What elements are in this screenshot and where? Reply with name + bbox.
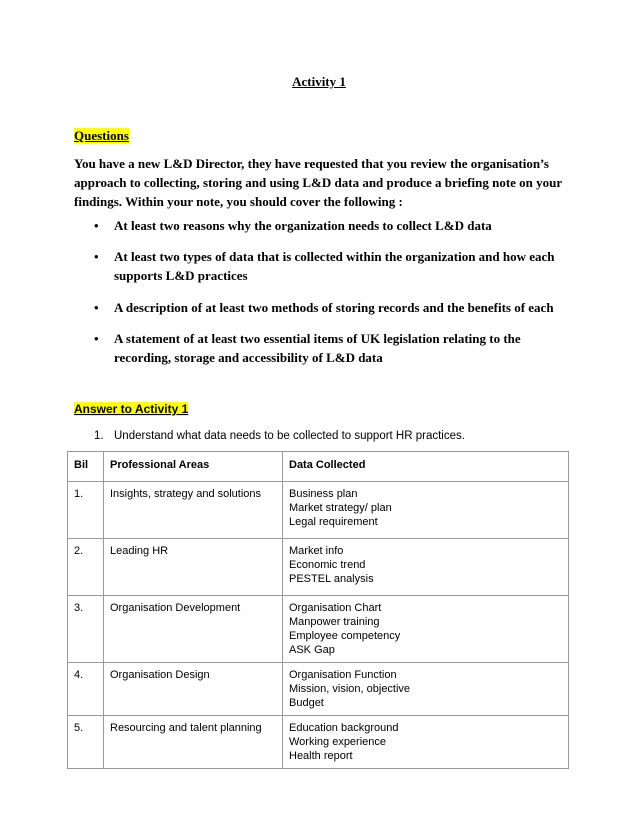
bullet-icon: • bbox=[94, 300, 99, 315]
data-line: Mission, vision, objective bbox=[289, 683, 411, 695]
data-line: Business plan bbox=[289, 488, 358, 500]
cell-area: Organisation Development bbox=[104, 596, 283, 663]
data-line: Working experience bbox=[289, 736, 387, 748]
questions-heading bbox=[74, 128, 129, 144]
data-line: ASK Gap bbox=[289, 644, 335, 656]
bullet-item bbox=[94, 329, 574, 367]
bullet-icon: • bbox=[94, 331, 99, 346]
bullet-item bbox=[94, 247, 574, 285]
header-professional-areas: Professional Areas bbox=[104, 452, 283, 482]
bullet-item bbox=[94, 216, 574, 235]
data-table bbox=[67, 451, 569, 769]
data-line: Manpower training bbox=[289, 616, 380, 628]
table-row bbox=[68, 716, 569, 769]
answer-heading bbox=[74, 402, 188, 416]
cell-data bbox=[283, 716, 569, 769]
answer-heading-text: Answer to Activity 1 bbox=[74, 402, 189, 416]
cell-data bbox=[283, 539, 569, 596]
data-line: Legal requirement bbox=[289, 516, 378, 528]
bullet-icon: • bbox=[94, 218, 99, 233]
table-row bbox=[68, 663, 569, 716]
cell-area: Organisation Design bbox=[104, 663, 283, 716]
bullet-text: A statement of at least two essential items of UK legislation relating to the recording, storage and accessibility of L&D data bbox=[114, 331, 521, 365]
numbered-item bbox=[94, 430, 465, 442]
data-line: Education background bbox=[289, 722, 399, 734]
cell-area: Leading HR bbox=[104, 539, 283, 596]
cell-no: 1. bbox=[68, 482, 104, 539]
header-bil: Bil bbox=[68, 452, 104, 482]
table-row bbox=[68, 539, 569, 596]
cell-data bbox=[283, 596, 569, 663]
cell-no: 3. bbox=[68, 596, 104, 663]
bullet-text: At least two reasons why the organization needs to collect L&D data bbox=[114, 218, 492, 233]
data-line: Employee competency bbox=[289, 630, 401, 642]
bullet-item bbox=[94, 298, 574, 317]
data-line: PESTEL analysis bbox=[289, 573, 374, 585]
table-header-row bbox=[68, 452, 569, 482]
cell-no: 5. bbox=[68, 716, 104, 769]
cell-no: 4. bbox=[68, 663, 104, 716]
table-row bbox=[68, 482, 569, 539]
cell-area: Insights, strategy and solutions bbox=[104, 482, 283, 539]
page-title: Activity 1 bbox=[292, 74, 346, 89]
bullet-text: At least two types of data that is collected within the organization and how each supports L&D practices bbox=[114, 249, 555, 283]
questions-bullet-list bbox=[94, 216, 574, 379]
header-data-collected: Data Collected bbox=[283, 452, 569, 482]
data-line: Economic trend bbox=[289, 559, 366, 571]
numbered-item-number: 1. bbox=[94, 430, 104, 442]
data-line: Budget bbox=[289, 697, 324, 709]
cell-area: Resourcing and talent planning bbox=[104, 716, 283, 769]
data-line: Health report bbox=[289, 750, 353, 762]
table-row bbox=[68, 596, 569, 663]
questions-intro: You have a new L&D Director, they have requested that you review the organisation’s approach to collecting, storing and using L&D data and produce a briefing note on your findings. Within your note, you should cover the following : bbox=[74, 156, 562, 209]
bullet-text: A description of at least two methods of storing records and the benefits of each bbox=[114, 300, 554, 315]
data-line: Market strategy/ plan bbox=[289, 502, 392, 514]
cell-no: 2. bbox=[68, 539, 104, 596]
bullet-icon: • bbox=[94, 249, 99, 264]
numbered-item-text: Understand what data needs to be collected to support HR practices. bbox=[114, 430, 465, 442]
data-line: Organisation Function bbox=[289, 669, 397, 681]
cell-data bbox=[283, 482, 569, 539]
data-line: Organisation Chart bbox=[289, 602, 382, 614]
questions-heading-text: Questions bbox=[74, 128, 129, 143]
data-line: Market info bbox=[289, 545, 344, 557]
cell-data bbox=[283, 663, 569, 716]
